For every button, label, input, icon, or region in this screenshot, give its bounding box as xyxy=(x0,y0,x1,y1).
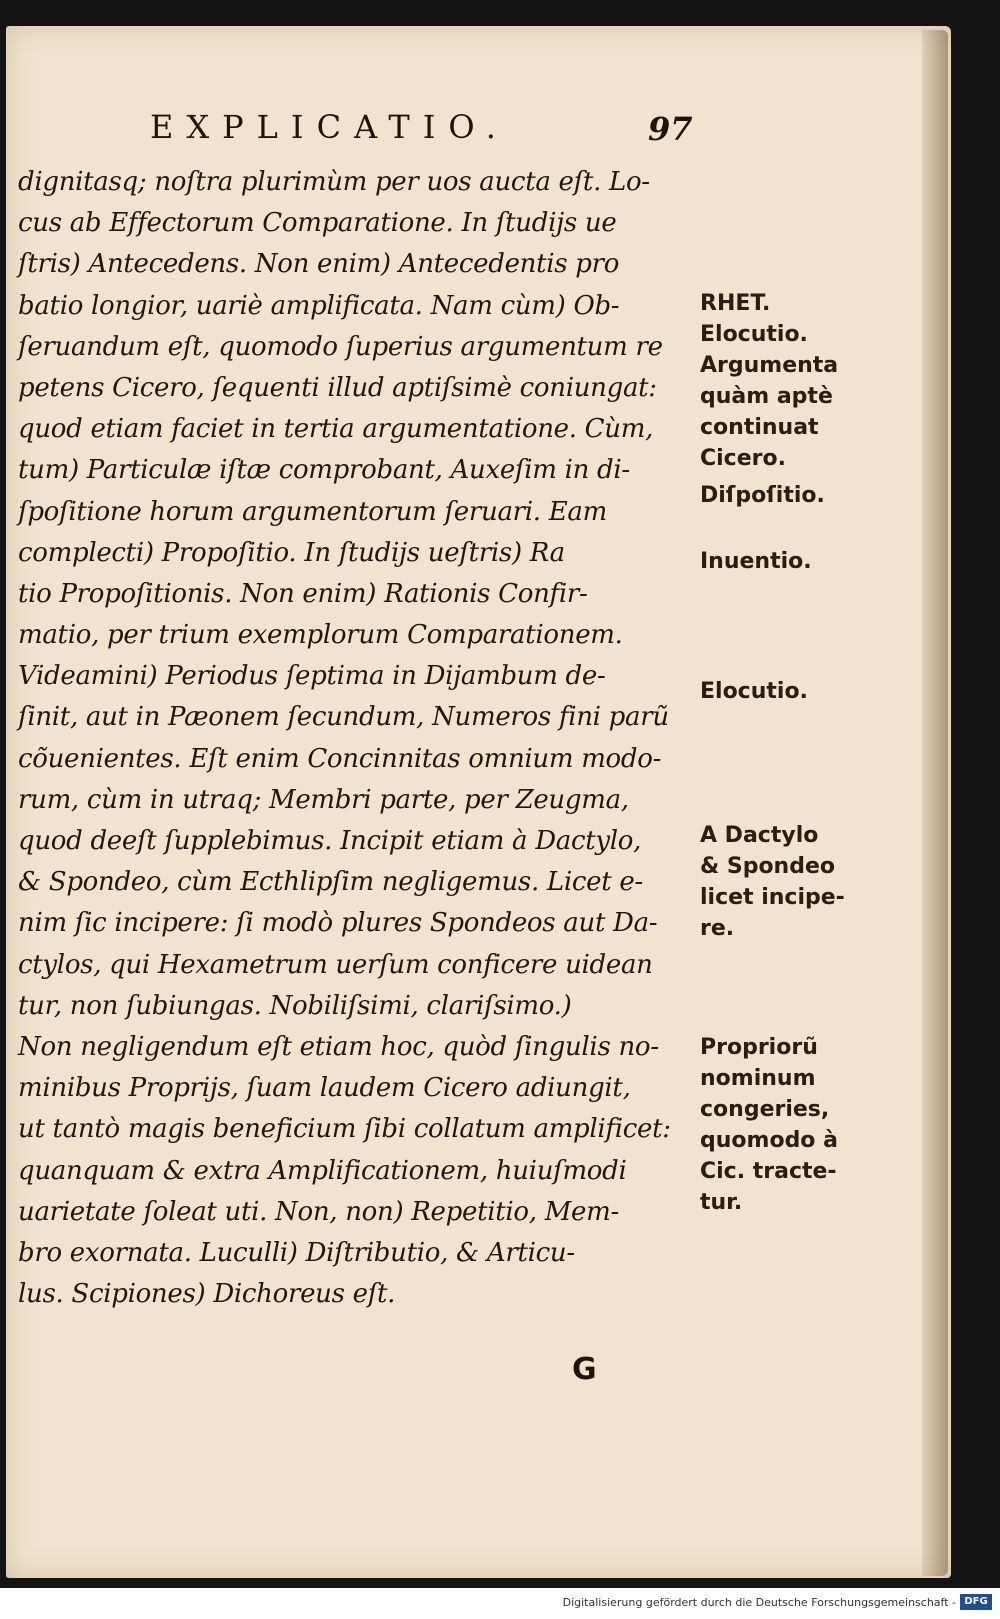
text-line: ut tantò magis beneficium ſibi collatum amplificet: xyxy=(18,1114,671,1145)
text-line: lus. Scipiones) Dichoreus eſt. xyxy=(18,1279,396,1310)
text-line: & Spondeo, cùm Ecthlipſim negligemus. Licet e- xyxy=(18,867,643,898)
margin-note-line: licet incipe- xyxy=(700,885,845,910)
text-line: nim ſic incipere: ſi modò plures Spondeos aut Da- xyxy=(18,908,658,939)
text-line: ſeruandum eſt, quomodo ſuperius argumentum re xyxy=(18,331,663,362)
text-line: tum) Particulæ iſtæ comprobant, Auxeſim in di- xyxy=(18,455,630,486)
text-line: petens Cicero, ſequenti illud aptiſsimè coniungat: xyxy=(18,372,657,403)
page-number: 97 xyxy=(648,110,693,148)
text-line: quanquam & extra Amplificationem, huiuſmodi xyxy=(18,1155,627,1186)
page-header xyxy=(150,108,710,154)
margin-note-line: RHET. xyxy=(700,291,771,316)
text-line: ſpoſitione horum argumentorum ſeruari. Eam xyxy=(18,496,607,527)
margin-note xyxy=(700,820,845,944)
text-line: Non negligendum eſt etiam hoc, quòd ſingulis no- xyxy=(18,1031,659,1062)
body-text xyxy=(18,162,703,1315)
margin-note xyxy=(700,546,812,577)
running-title: EXPLICATIO. xyxy=(150,108,509,146)
text-line: bro exornata. Luculli) Diſtributio, & Articu- xyxy=(18,1237,575,1268)
margin-note-line: Cic. tracte- xyxy=(700,1159,837,1184)
text-line: batio longior, uariè amplificata. Nam cùm) Ob- xyxy=(18,290,620,321)
margin-note xyxy=(700,676,808,707)
margin-note-line: Inuentio. xyxy=(700,549,812,574)
text-line: complecti) Propoſitio. In ſtudijs ueſtris) Ra xyxy=(18,537,565,568)
text-line: tur, non ſubiungas. Nobiliſsimi, clariſsimo.) xyxy=(18,990,572,1021)
margin-note-line: Propriorũ xyxy=(700,1035,818,1060)
page-gutter-shadow xyxy=(922,30,948,1576)
margin-note xyxy=(700,288,808,350)
margin-note-line: congeries, xyxy=(700,1097,830,1122)
margin-note xyxy=(700,350,838,474)
signature-mark: G xyxy=(572,1352,597,1387)
text-line: uarietate ſoleat uti. Non, non) Repetitio, Mem- xyxy=(18,1196,619,1227)
margin-note-line: Diſpoſitio. xyxy=(700,483,825,508)
margin-note-line: Cicero. xyxy=(700,446,786,471)
margin-note-line: Elocutio. xyxy=(700,679,808,704)
text-line: cus ab Effectorum Comparatione. In ſtudijs ue xyxy=(18,208,617,239)
margin-note-line: tur. xyxy=(700,1190,743,1215)
margin-note-line: continuat xyxy=(700,415,819,440)
text-line: cõuenientes. Eſt enim Concinnitas omnium modo- xyxy=(18,743,662,774)
margin-note-line: nominum xyxy=(700,1066,816,1091)
dfg-logo: DFG xyxy=(960,1594,992,1610)
margin-note-line: & Spondeo xyxy=(700,854,835,879)
margin-note xyxy=(700,480,825,511)
text-line: matio, per trium exemplorum Comparationem. xyxy=(18,620,623,651)
text-line: ſtris) Antecedens. Non enim) Antecedentis pro xyxy=(18,249,620,280)
digitization-footer xyxy=(0,1588,1000,1619)
text-line: tio Propoſitionis. Non enim) Rationis Confir- xyxy=(18,578,588,609)
margin-note-line: quomodo à xyxy=(700,1128,838,1153)
margin-note xyxy=(700,1032,838,1218)
text-line: minibus Proprijs, ſuam laudem Cicero adiungit, xyxy=(18,1073,631,1104)
text-line: Videamini) Periodus ſeptima in Dijambum de- xyxy=(18,661,606,692)
margin-note-line: quàm aptè xyxy=(700,384,833,409)
text-line: dignitasq; noſtra plurimùm per uos aucta eſt. Lo- xyxy=(18,167,650,197)
text-line: quod etiam faciet in tertia argumentatione. Cùm, xyxy=(18,414,654,445)
text-line: ctylos, qui Hexametrum uerſum conficere uidean xyxy=(18,949,653,980)
margin-note-line: Argumenta xyxy=(700,353,839,378)
margin-note-line: A Dactylo xyxy=(700,823,819,848)
margin-note-line: Elocutio. xyxy=(700,322,808,347)
funding-credit: Digitalisierung gefördert durch die Deutsche Forschungsgemeinschaft - xyxy=(562,1596,956,1609)
text-line: rum, cùm in utraq; Membri parte, per Zeugma, xyxy=(18,784,629,815)
text-line: quod deeſt ſupplebimus. Incipit etiam à Dactylo, xyxy=(18,826,642,856)
text-line: ſinit, aut in Pæonem ſecundum, Numeros fini parũ xyxy=(18,702,669,733)
margin-note-line: re. xyxy=(700,916,735,941)
